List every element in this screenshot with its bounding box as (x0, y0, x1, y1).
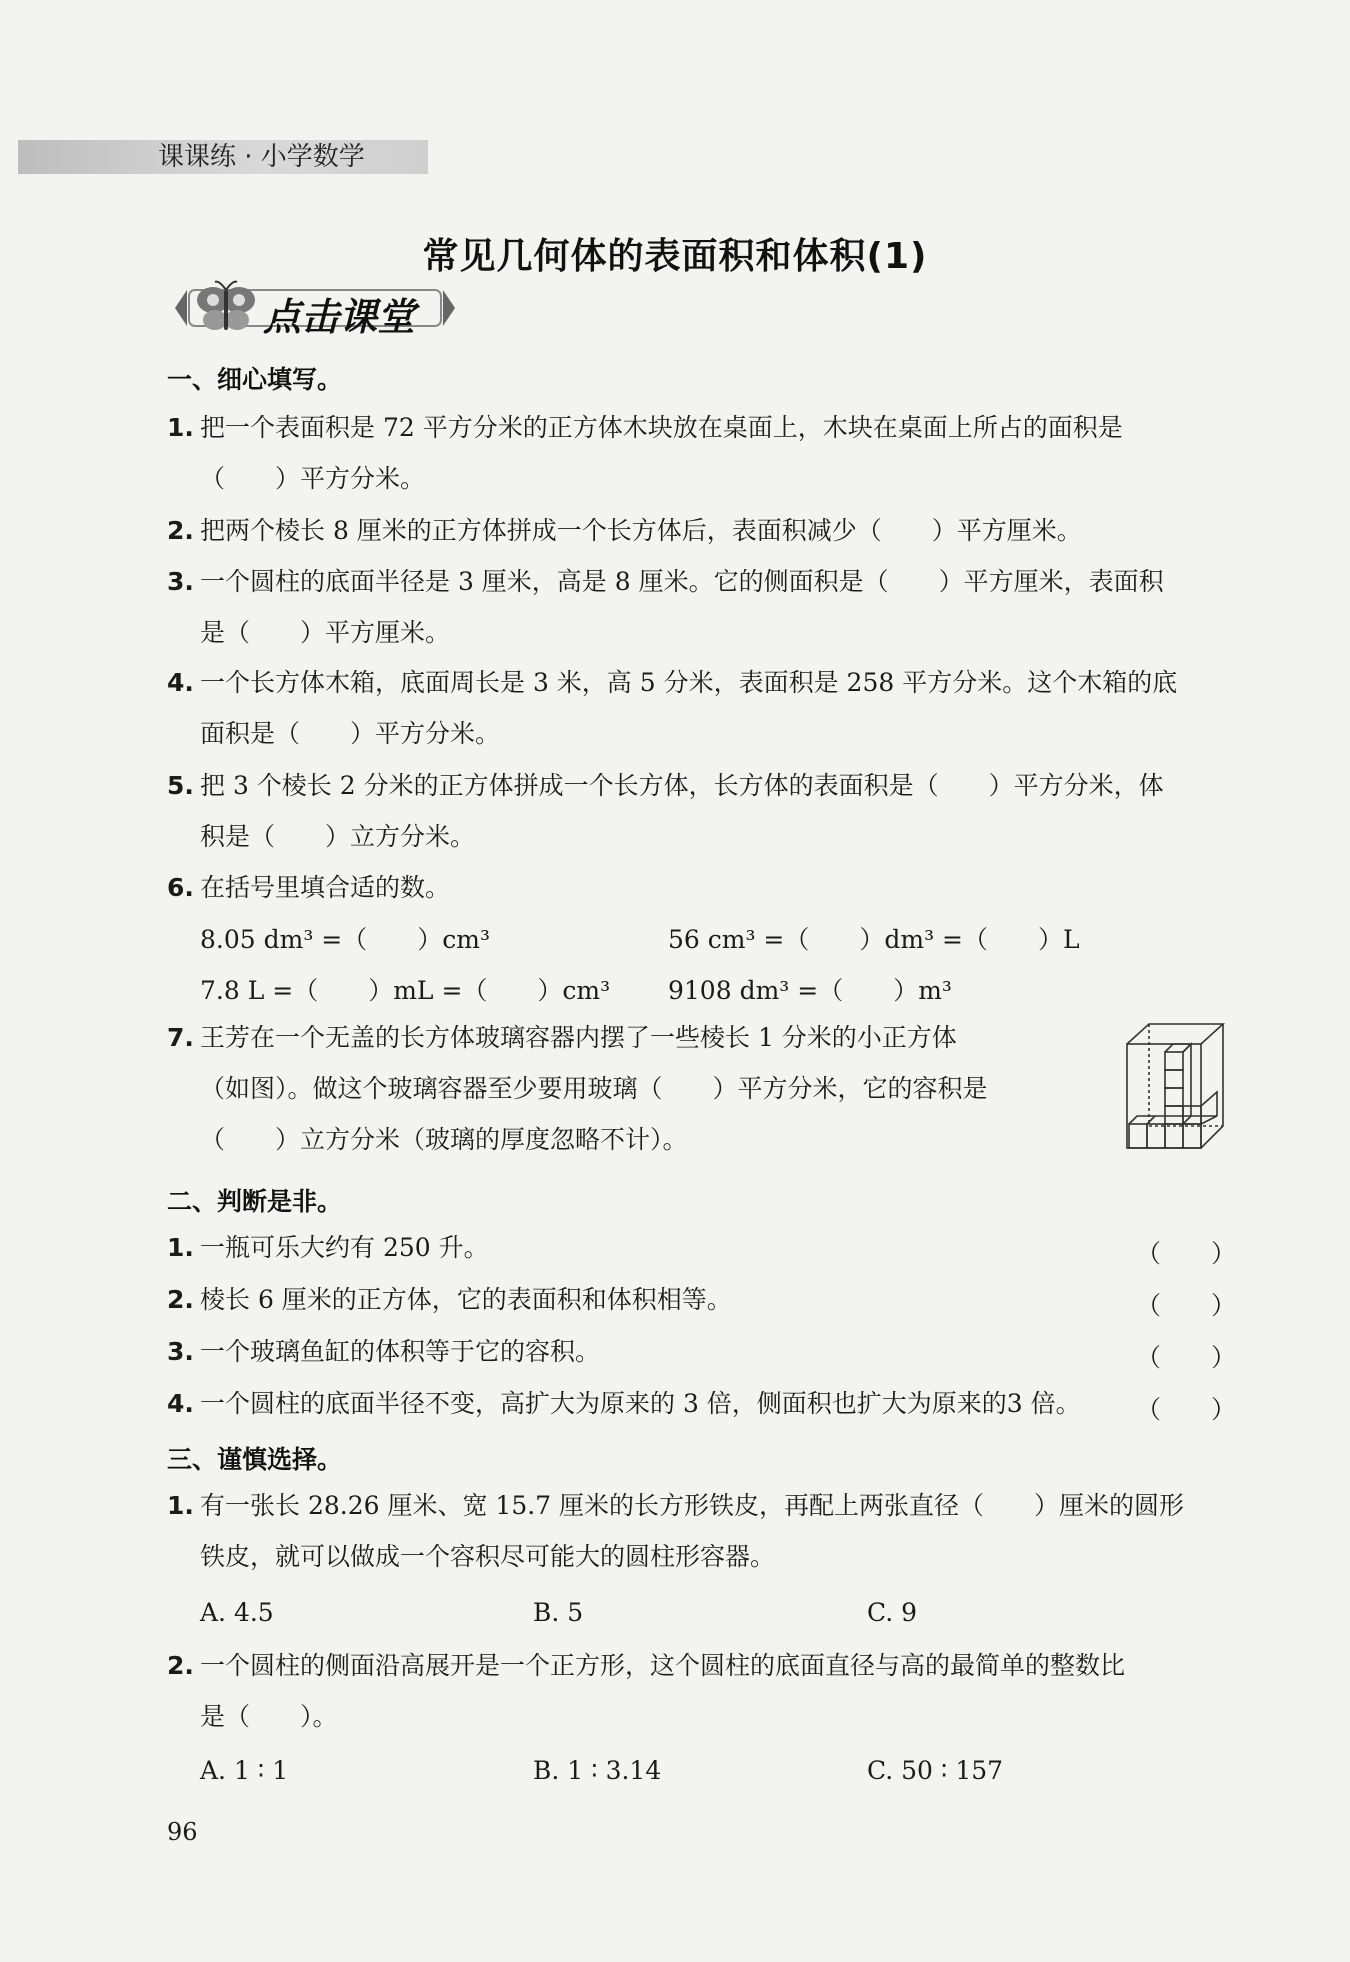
question-number: 3. (167, 567, 194, 596)
answer-bracket[interactable]: （ ） (1136, 1343, 1237, 1372)
answer-bracket[interactable]: （ ） (1136, 1291, 1237, 1320)
question-text: 一个圆柱的底面半径不变，高扩大为原来的 3 倍，侧面积也扩大为原来的3 倍。 (200, 1389, 1081, 1418)
choice-question-2 (167, 1640, 1217, 1742)
judge-item-3 (167, 1326, 1217, 1377)
question-number: 5. (167, 771, 194, 800)
glass-container-figure (1125, 1022, 1225, 1150)
question-number: 1. (167, 413, 194, 442)
question-text: （ ）立方分米（玻璃的厚度忽略不计）。 (200, 1125, 688, 1154)
option-b[interactable]: B. 1 ∶ 3.14 (533, 1756, 662, 1785)
section-heading-choice: 三、谨慎选择。 (167, 1445, 343, 1474)
page-number: 96 (167, 1818, 198, 1846)
question-1-2 (167, 505, 1217, 556)
question-text: 是（ ）平方厘米。 (200, 618, 451, 647)
choice-question-1 (167, 1480, 1217, 1582)
section-heading-judge: 二、判断是非。 (167, 1187, 343, 1216)
question-text: 一瓶可乐大约有 250 升。 (200, 1233, 489, 1262)
page-title: 常见几何体的表面积和体积(1) (422, 236, 928, 277)
question-1-6 (167, 862, 1217, 913)
judge-item-2 (167, 1274, 1217, 1325)
conversion-c: 7.8 L =（ ）mL =（ ）cm³ (200, 976, 611, 1005)
section-banner (165, 278, 465, 338)
question-number: 6. (167, 873, 194, 902)
question-text: 把两个棱长 8 厘米的正方体拼成一个长方体后，表面积减少（ ）平方厘米。 (200, 516, 1082, 545)
question-number: 2. (167, 516, 194, 545)
question-text: （ ）平方分米。 (200, 464, 426, 493)
answer-bracket[interactable]: （ ） (1136, 1395, 1237, 1424)
question-text: 把 3 个棱长 2 分米的正方体拼成一个长方体，长方体的表面积是（ ）平方分米，体 (200, 771, 1164, 800)
question-1-5 (167, 760, 1217, 862)
question-text: 一个长方体木箱，底面周长是 3 米，高 5 分米，表面积是 258 平方分米。这个木箱的底 (200, 668, 1178, 697)
option-a[interactable]: A. 1 ∶ 1 (200, 1756, 289, 1785)
question-text: 铁皮，就可以做成一个容积尽可能大的圆柱形容器。 (200, 1542, 776, 1571)
question-number: 2. (167, 1285, 194, 1314)
question-text: 有一张长 28.26 厘米、宽 15.7 厘米的长方形铁皮，再配上两张直径（ ）厘米的圆形 (200, 1491, 1185, 1520)
question-1-1 (167, 402, 1217, 504)
question-text: 是（ ）。 (200, 1702, 338, 1731)
option-c[interactable]: C. 9 (867, 1598, 918, 1627)
question-text: 棱长 6 厘米的正方体，它的表面积和体积相等。 (200, 1285, 732, 1314)
question-1-4 (167, 657, 1217, 759)
header-text: 课课练 · 小学数学 (158, 142, 365, 172)
question-text: 积是（ ）立方分米。 (200, 822, 476, 851)
section-heading-fill: 一、细心填写。 (167, 365, 343, 394)
question-1-7 (167, 1012, 1097, 1165)
conversion-b: 56 cm³ =（ ）dm³ =（ ）L (668, 925, 1080, 954)
question-number: 4. (167, 1389, 194, 1418)
judge-item-1 (167, 1222, 1217, 1273)
question-number: 4. (167, 668, 194, 697)
banner-label: 点击课堂 (263, 295, 416, 339)
question-number: 1. (167, 1233, 194, 1262)
question-number: 2. (167, 1651, 194, 1680)
question-number: 7. (167, 1023, 194, 1052)
question-text: 面积是（ ）平方分米。 (200, 719, 501, 748)
conversion-d: 9108 dm³ =（ ）m³ (668, 976, 952, 1005)
conversion-a: 8.05 dm³ =（ ）cm³ (200, 925, 490, 954)
judge-item-4 (167, 1378, 1217, 1429)
question-text: 一个玻璃鱼缸的体积等于它的容积。 (200, 1337, 601, 1366)
question-text: 在括号里填合适的数。 (200, 873, 451, 902)
answer-bracket[interactable]: （ ） (1136, 1239, 1237, 1268)
question-text: 一个圆柱的侧面沿高展开是一个正方形，这个圆柱的底面直径与高的最简单的整数比 (200, 1651, 1126, 1680)
question-text: 王芳在一个无盖的长方体玻璃容器内摆了一些棱长 1 分米的小正方体 (200, 1023, 957, 1052)
question-number: 3. (167, 1337, 194, 1366)
question-number: 1. (167, 1491, 194, 1520)
question-text: （如图）。做这个玻璃容器至少要用玻璃（ ）平方分米，它的容积是 (200, 1074, 988, 1103)
option-b[interactable]: B. 5 (533, 1598, 584, 1627)
question-1-3 (167, 556, 1217, 658)
option-a[interactable]: A. 4.5 (200, 1598, 274, 1627)
butterfly-icon (193, 280, 259, 336)
question-text: 一个圆柱的底面半径是 3 厘米，高是 8 厘米。它的侧面积是（ ）平方厘米，表面积 (200, 567, 1164, 596)
question-text: 把一个表面积是 72 平方分米的正方体木块放在桌面上，木块在桌面上所占的面积是 (200, 413, 1123, 442)
option-c[interactable]: C. 50 ∶ 157 (867, 1756, 1004, 1785)
